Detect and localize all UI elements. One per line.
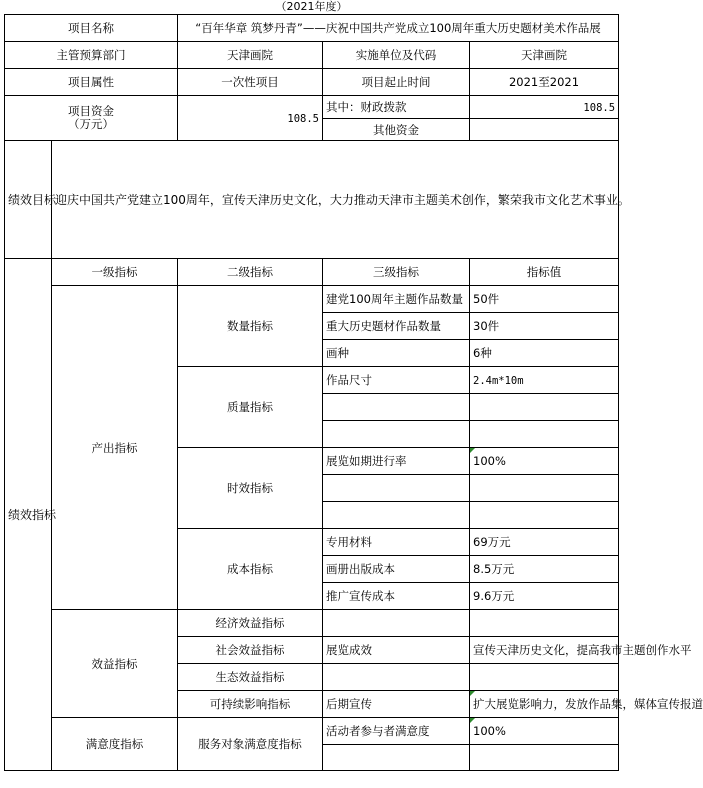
social-indicator: 社会效益指标 bbox=[178, 637, 323, 664]
c2-name: 画册出版成本 bbox=[323, 556, 470, 583]
output-indicator: 产出指标 bbox=[52, 286, 178, 610]
fund-unit: （万元） bbox=[68, 117, 114, 131]
period-label: 项目起止时间 bbox=[323, 69, 470, 96]
q3-value: 6种 bbox=[470, 340, 619, 367]
c1-name: 专用材料 bbox=[323, 529, 470, 556]
ql1-name: 作品尺寸 bbox=[323, 367, 470, 394]
unit-label: 实施单位及代码 bbox=[323, 42, 470, 69]
goal-text: 迎庆中国共产党建立100周年，宣传天津历史文化，大力推动天津市主题美术创作，繁荣我市文化艺术事业。 bbox=[52, 141, 619, 259]
s1-value: 宣传天津历史文化，提高我市主题创作水平 bbox=[470, 637, 619, 664]
unit-value: 天津画院 bbox=[470, 42, 619, 69]
sat1-value: 100% bbox=[470, 718, 619, 745]
su1-name: 后期宣传 bbox=[323, 691, 470, 718]
empty-cell bbox=[323, 475, 470, 502]
economic-indicator: 经济效益指标 bbox=[178, 610, 323, 637]
quantity-indicator: 数量指标 bbox=[178, 286, 323, 367]
empty-cell bbox=[470, 502, 619, 529]
empty-cell bbox=[470, 421, 619, 448]
year-caption: （2021年度） bbox=[275, 0, 348, 13]
fund-label: 项目资金 bbox=[68, 104, 114, 118]
cost-indicator: 成本指标 bbox=[178, 529, 323, 610]
empty-cell bbox=[323, 502, 470, 529]
quality-indicator: 质量指标 bbox=[178, 367, 323, 448]
time-indicator: 时效指标 bbox=[178, 448, 323, 529]
q1-name: 建党100周年主题作品数量 bbox=[323, 286, 470, 313]
s1-name: 展览成效 bbox=[323, 637, 470, 664]
q2-value: 30件 bbox=[470, 313, 619, 340]
header-level2: 二级指标 bbox=[178, 259, 323, 286]
empty-cell bbox=[323, 421, 470, 448]
header-value: 指标值 bbox=[470, 259, 619, 286]
other-label: 其他资金 bbox=[323, 119, 470, 141]
empty-cell bbox=[470, 394, 619, 421]
c2-value: 8.5万元 bbox=[470, 556, 619, 583]
empty-cell bbox=[323, 610, 470, 637]
empty-cell bbox=[470, 745, 619, 771]
header-level3: 三级指标 bbox=[323, 259, 470, 286]
dept-value: 天津画院 bbox=[178, 42, 323, 69]
c3-name: 推广宣传成本 bbox=[323, 583, 470, 610]
indicators-label: 绩效指标 bbox=[5, 259, 52, 771]
q2-name: 重大历史题材作品数量 bbox=[323, 313, 470, 340]
ql1-value-text: 2.4m*10m bbox=[473, 375, 524, 387]
t1-value: 100% bbox=[470, 448, 619, 475]
fiscal-value-text: 108.5 bbox=[583, 102, 616, 114]
eco-indicator: 生态效益指标 bbox=[178, 664, 323, 691]
c1-value: 69万元 bbox=[470, 529, 619, 556]
service-satisfaction-indicator: 服务对象满意度指标 bbox=[178, 718, 323, 771]
fund-label-cell bbox=[5, 96, 178, 141]
fund-total bbox=[178, 96, 323, 141]
dept-label: 主管预算部门 bbox=[5, 42, 178, 69]
empty-cell bbox=[323, 745, 470, 771]
c3-value: 9.6万元 bbox=[470, 583, 619, 610]
project-name-value: “百年华章 筑梦丹青”——庆祝中国共产党成立100周年重大历史题材美术作品展 bbox=[178, 15, 619, 42]
empty-cell bbox=[323, 664, 470, 691]
empty-cell bbox=[470, 475, 619, 502]
attr-value: 一次性项目 bbox=[178, 69, 323, 96]
header-level1: 一级指标 bbox=[52, 259, 178, 286]
q3-name: 画种 bbox=[323, 340, 470, 367]
performance-table bbox=[4, 14, 703, 771]
attr-label: 项目属性 bbox=[5, 69, 178, 96]
fiscal-value bbox=[470, 96, 619, 119]
empty-cell bbox=[470, 610, 619, 637]
q1-value: 50件 bbox=[470, 286, 619, 313]
ql1-value bbox=[470, 367, 619, 394]
fiscal-label: 其中：财政拨款 bbox=[323, 96, 470, 119]
fund-total-value: 108.5 bbox=[287, 113, 319, 125]
benefit-indicator: 效益指标 bbox=[52, 610, 178, 718]
period-value: 2021至2021 bbox=[470, 69, 619, 96]
t1-name: 展览如期进行率 bbox=[323, 448, 470, 475]
empty-cell bbox=[323, 394, 470, 421]
other-value bbox=[470, 119, 619, 141]
project-name-label: 项目名称 bbox=[5, 15, 178, 42]
empty-cell bbox=[470, 664, 619, 691]
goal-label: 绩效目标 bbox=[5, 141, 52, 259]
satisfaction-indicator: 满意度指标 bbox=[52, 718, 178, 771]
sustain-indicator: 可持续影响指标 bbox=[178, 691, 323, 718]
su1-value: 扩大展览影响力，发放作品集，媒体宣传报道 bbox=[470, 691, 619, 718]
sat1-name: 活动者参与者满意度 bbox=[323, 718, 470, 745]
